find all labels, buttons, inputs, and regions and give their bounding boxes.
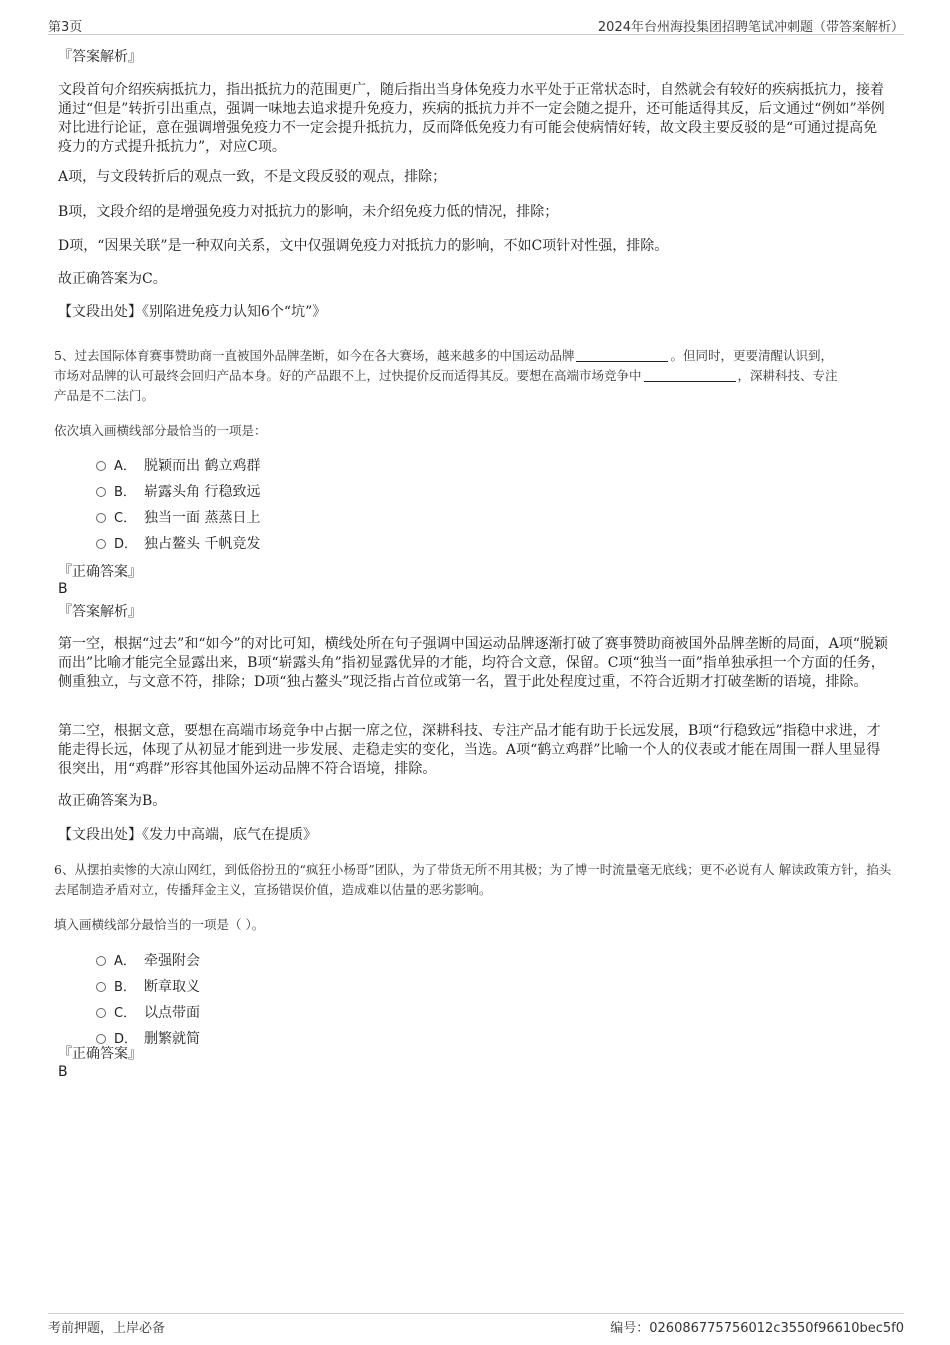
q5-analysis-second-blank: 第二空，根据文意，要想在高端市场竞争中占据一席之位，深耕科技、专注产品才能有助于长远发展，B项“行稳致远”指稳中求进，才能走得长远，体现了从初显才能到进一步发展、走稳走实的变化，当选。A项“鹤立鸡群”比喻一个人的仪表或才能在周围一群人里显得很突出，用“鸡群”形容其他国外运动品牌不符合语境，排除。 xyxy=(58,723,881,777)
q5-stem-part-2: 。但同时，更要清醒认识到， xyxy=(670,348,833,363)
q4-analysis-label: 『答案解析』 xyxy=(58,49,142,65)
q5-conclusion: 故正确答案为B。 xyxy=(58,793,167,809)
q5-analysis-label: 『答案解析』 xyxy=(58,604,142,620)
document-title: 2024年台州海投集团招聘笔试冲刺题（带答案解析） xyxy=(597,20,904,35)
q6-answer: B xyxy=(58,1064,68,1080)
radio-icon[interactable] xyxy=(96,956,106,966)
option-label: A． xyxy=(114,459,136,474)
q6-stem: 6、从摆拍卖惨的大凉山网红，到低俗扮丑的“疯狂小杨哥”团队，为了带货无所不用其极；为了博一时流量毫无底线；更不必说有人 解读政策方针，掐头去尾制造矛盾对立，传播拜金主义，宣扬错误价值，造成难以估量的恶劣影响。 xyxy=(54,862,892,897)
option-text: 独占鳌头 千帆竞发 xyxy=(144,536,261,552)
q5-blank-2 xyxy=(644,369,736,382)
q5-option-a[interactable] xyxy=(96,457,260,476)
q4-option-a-explanation: A项，与文段转折后的观点一致，不是文段反驳的观点，排除； xyxy=(58,169,447,185)
q4-analysis: 文段首句介绍疾病抵抗力，指出抵抗力的范围更广，随后指出当身体免疫力水平处于正常状态时，自然就会有较好的疾病抵抗力，接着通过“但是”转折引出重点，强调一味地去追求提升免疫力，疾病的抵抗力并不一定会随之提升，还可能适得其反，后文通过“例如”举例对比进行论证，意在强调增强免疫力不一定会提升抵抗力，反而降低免疫力有可能会使病情好转，故文段主要反驳的是“可通过提高免疫力的方式提升抵抗力”，对应C项。 xyxy=(58,82,885,155)
option-label: A． xyxy=(114,954,136,969)
q5-option-c[interactable] xyxy=(96,509,260,528)
q6-option-b[interactable] xyxy=(96,978,200,997)
q4-conclusion: 故正确答案为C。 xyxy=(58,271,167,287)
q5-option-d[interactable] xyxy=(96,535,260,554)
option-text: 牵强附会 xyxy=(144,953,200,969)
option-label: B． xyxy=(114,485,136,500)
radio-icon[interactable] xyxy=(96,1034,106,1044)
page-header xyxy=(48,14,904,35)
option-label: D． xyxy=(114,1032,138,1047)
q5-analysis-first-blank: 第一空，根据“过去”和“如今”的对比可知，横线处所在句子强调中国运动品牌逐渐打破了赛事赞助商被国外品牌垄断的局面，A项“脱颖而出”比喻才能完全显露出来，B项“崭露头角”指初显露优异的才能，均符合文意，保留。C项“独当一面”指单独承担一个方面的任务，侧重独立，与文意不符，排除；D项“独占鳌头”现泛指占首位或第一名，置于此处程度过重，不符合近期才打破垄断的语境，排除。 xyxy=(58,636,888,690)
page-footer xyxy=(48,1313,904,1334)
q5-blank-1 xyxy=(576,349,668,362)
q6-prompt: 填入画横线部分最恰当的一项是（ ）。 xyxy=(54,917,265,932)
q5-stem xyxy=(54,346,894,406)
option-text: 删繁就简 xyxy=(144,1031,200,1047)
page-number: 第3页 xyxy=(48,20,83,35)
radio-icon[interactable] xyxy=(96,539,106,549)
option-label: C． xyxy=(114,511,137,526)
radio-icon[interactable] xyxy=(96,982,106,992)
radio-icon[interactable] xyxy=(96,461,106,471)
q6-option-c[interactable] xyxy=(96,1004,200,1023)
option-label: B． xyxy=(114,980,136,995)
radio-icon[interactable] xyxy=(96,1008,106,1018)
q5-source: 【文段出处】《发力中高端，底气在提质》 xyxy=(58,827,317,843)
q6-option-a[interactable] xyxy=(96,952,200,971)
q4-option-d-explanation: D项，“因果关联”是一种双向关系，文中仅强调免疫力对抵抗力的影响，不如C项针对性强，排除。 xyxy=(58,238,669,254)
q4-option-b-explanation: B项，文段介绍的是增强免疫力对抵抗力的影响，未介绍免疫力低的情况，排除； xyxy=(58,204,559,220)
option-text: 以点带面 xyxy=(144,1005,200,1021)
q5-stem-part-4: ，深耕科技、专注 xyxy=(737,368,838,383)
option-text: 崭露头角 行稳致远 xyxy=(144,484,261,500)
q6-answer-label: 『正确答案』 xyxy=(58,1046,142,1062)
option-text: 独当一面 蒸蒸日上 xyxy=(144,510,261,526)
q5-answer: B xyxy=(58,581,68,597)
q5-answer-label: 『正确答案』 xyxy=(58,564,142,580)
option-text: 脱颖而出 鹤立鸡群 xyxy=(144,458,261,474)
q5-option-b[interactable] xyxy=(96,483,260,502)
q5-stem-part-5: 产品是不二法门。 xyxy=(54,388,155,403)
q5-stem-part-1: 5、过去国际体育赛事赞助商一直被国外品牌垄断，如今在各大赛场，越来越多的中国运动品牌 xyxy=(54,348,575,363)
option-label: C． xyxy=(114,1006,137,1021)
document-code: 编号：026086775756012c3550f96610bec5f0 xyxy=(610,1321,904,1336)
radio-icon[interactable] xyxy=(96,513,106,523)
radio-icon[interactable] xyxy=(96,487,106,497)
footer-slogan: 考前押题，上岸必备 xyxy=(48,1321,166,1336)
q5-stem-part-3: 市场对品牌的认可最终会回归产品本身。好的产品跟不上，过快提价反而适得其反。要想在高端市场竞争中 xyxy=(54,368,642,383)
q5-prompt: 依次填入画横线部分最恰当的一项是： xyxy=(54,423,267,438)
option-text: 断章取义 xyxy=(144,979,200,995)
q4-source: 【文段出处】《别陷进免疫力认知6个“坑”》 xyxy=(58,304,327,320)
option-label: D． xyxy=(114,537,138,552)
